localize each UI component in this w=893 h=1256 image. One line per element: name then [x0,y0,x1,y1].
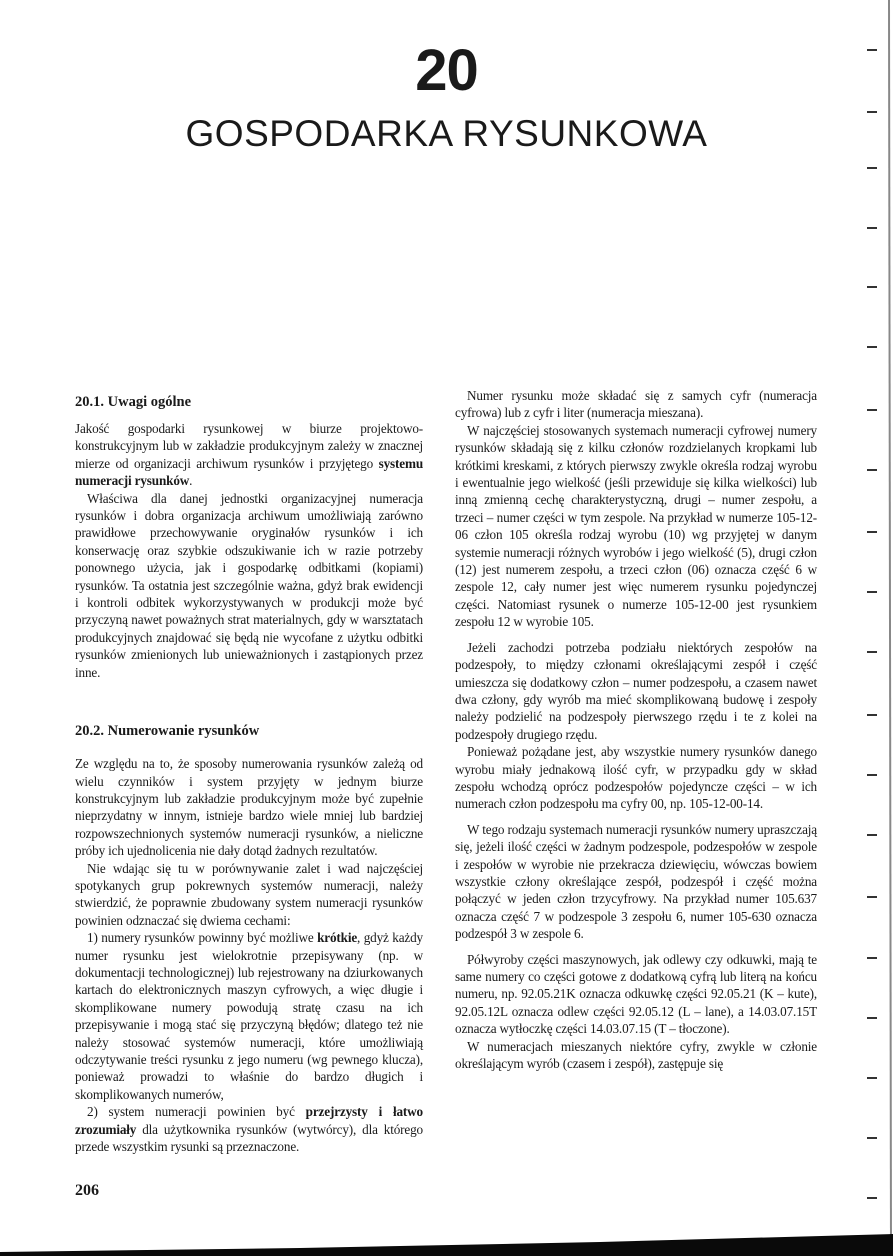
paragraph: Ze względu na to, że sposoby numerowania rysunków zależą od wielu czynników i system przyjęty w jednym biurze konstrukcyjnym lub zakładzie produkcyjnym może być zupełnie nieprzydatny w innym, istnieje bardzo wiele mniej lub bardziej rozpowszechnionych systemów numeracji rysunków, a nieliczne próby ich ujednolicenia nie dały dotąd żadnych rezultatów. [75,756,423,859]
paragraph: W tego rodzaju systemach numeracji rysunków numery upraszczają się, jeżeli ilość części w żadnym podzespole, podzespołów w zespole i zespołów w wyrobie nie przekracza dziewięciu, wówczas bowiem wszystkie człony określające zespół, podzespół i część można połączyć w jeden człon trzycyfrowy. Na przykład numer 105.637 oznacza część 7 w podzespole 3 zespołu 6, numer 105-630 oznacza podzespół 3 w zespole 6. [455,821,817,942]
text: 2) system numeracji powinien być [87,1104,306,1120]
paragraph: Jeżeli zachodzi potrzeba podziału niektórych zespołów na podzespoły, to między członami określającymi zespół i część umieszcza się dodatkowy człon – numer podzespołu, a czasem nawet dwa człony, gdy wyrób ma mieć skomplikowaną budowę i zespoły należy podzielić na podzespoły pierwszego rzędu i te z kolei na podzespoły drugiego rzędu. [455,639,817,742]
paragraph: Półwyroby części maszynowych, jak odlewy czy odkuwki, mają te same numery co części gotowe z dodatkową cyfrą lub literą na końcu numeru, np. 92.05.21K oznacza odkuwkę części 92.05.21 (K – kute), 92.05.12L oznacza odlew części 92.05.12 (L – lane), a 14.03.07.15T oznacza wytłoczkę części 14.03.07.15 (T – tłoczone). [455,951,817,1037]
text: 1) numery rysunków powinny być możliwe [87,930,318,946]
right-column [455,387,817,1072]
bold-term: przejrzysty i łatwo zrozumiały [75,1104,423,1137]
paragraph: W numeracjach mieszanych niektóre cyfry, zwykle w członie określającym wyrób (czasem i zespół), zastępuje się [455,1038,817,1072]
paragraph: Ponieważ pożądane jest, aby wszystkie numery rysunków danego wyrobu miały jednakową ilość cyfr, w przypadku gdy w skład zespołu wchodzą oprócz podzespołów pojedyncze części – w ich numerach człon podzespołu ma cyfry 00, np. 105-12-00-14. [455,744,817,812]
paragraph: W najczęściej stosowanych systemach numeracji cyfrowej numery rysunków składają się z kilku członów rozdzielanych kropkami lub krótkimi kreskami, z których pierwszy zwykle określa rodzaj wyrobu i ewentualnie jego wielkość (jeśli przewiduje się kilka wielkości) lub inną zmienną cechę charakterystyczną, drugi – numer zespołu, a trzeci – numer części w tym zespole. Na przykład w numerze 105-12-06 człon 105 określa rodzaj wyrobu (10) wg przyjętej w danym systemie numeracji różnych wyrobów i jego wielkość (5), drugi człon (12) jest numerem zespołu, a trzeci człon (06) oznacza część 6 w zespole 12, cały numer jest więc numerem rysunku pojedynczej części. Natomiast rysunek o numerze 105-12-00 jest rysunkiem zespołu 12 w wyrobie 105. [455,422,817,630]
paragraph [75,1103,423,1155]
section-heading: 20.2. Numerowanie rysunków [75,723,260,740]
paragraph: Nie wdając się tu w porównywanie zalet i wad najczęściej spotykanych grup pokrewnych systemów numeracji, należy stwierdzić, że poprawnie zbudowany system numeracji rysunków powinien odznaczać się dwiema cechami: [75,860,423,928]
chapter-title: GOSPODARKA RYSUNKOWA [185,113,708,154]
scan-bottom-edge [0,1228,893,1256]
paragraph: Numer rysunku może składać się z samych cyfr (numeracja cyfrowa) lub z cyfr i liter (numeracja mieszana). [455,388,817,421]
text: . [189,473,193,489]
section-uwagi-ogolne [75,392,423,681]
bold-term: krótkie [317,930,358,946]
paragraph [75,420,423,490]
page-number: 206 [75,1182,99,1200]
paragraph [75,929,423,1103]
text: Jakość gospodarki rysunkowej w biurze projektowo-konstrukcyjnym lub w zakładzie produkcyjnym zależy w znacznej mierze od organizacji archiwum rysunków i przyjętego [75,421,423,471]
text: , gdyż każdy numer rysunku jest wielokrotnie przepisywany (np. w dokumentacji technologicznej) lub rejestrowany na dziurkowanych kartach do elektronicznych maszyn cyfrowych, a więc długie i skomplikowane numery powodują stratę czasu na ich przepisywanie i mogą stać się przyczyną błędów; dlatego też nie należy stosować systemów numeracji, które umożliwiają odczytywanie treści rysunku z jego numeru (wg pewnego klucza), ponieważ prowadzi to właśnie do bardzo długich i skomplikowanych numerów, [75,930,424,1102]
bold-term: systemu numeracji rysunków [75,455,423,489]
scan-edge-marks [863,0,893,1256]
section-numerowanie-rysunkow [75,721,423,1155]
left-column [75,392,423,1201]
section-heading: 20.1. Uwagi ogólne [75,394,191,410]
paragraph: Właściwa dla danej jednostki organizacyjnej numeracja rysunków i dobra organizacja archiwum umożliwiają zarówno prawidłowe przechowywanie oryginałów rysunków i ich konserwację oraz szybkie odszukiwanie ich w razie potrzeby ponownego użycia, jak i gospodarkę odbitkami (kopiami) rysunków. Ta ostatnia jest szczególnie ważna, gdyż brak ewidencji i kontroli odbitek wykorzystywanych w produkcji może być przyczyną nawet poważnych strat materialnych, gdy w warsztatach produkcyjnych znajdować się będą nie wycofane z użytku odbitki rysunków zmienionych lub unieważnionych i zastąpionych przez inne. [75,490,423,680]
text: dla użytkownika rysunków (wytwórcy), dla którego przede wszystkim rysunki są przeznaczone. [75,1121,423,1155]
chapter-number: 20 [415,38,478,103]
